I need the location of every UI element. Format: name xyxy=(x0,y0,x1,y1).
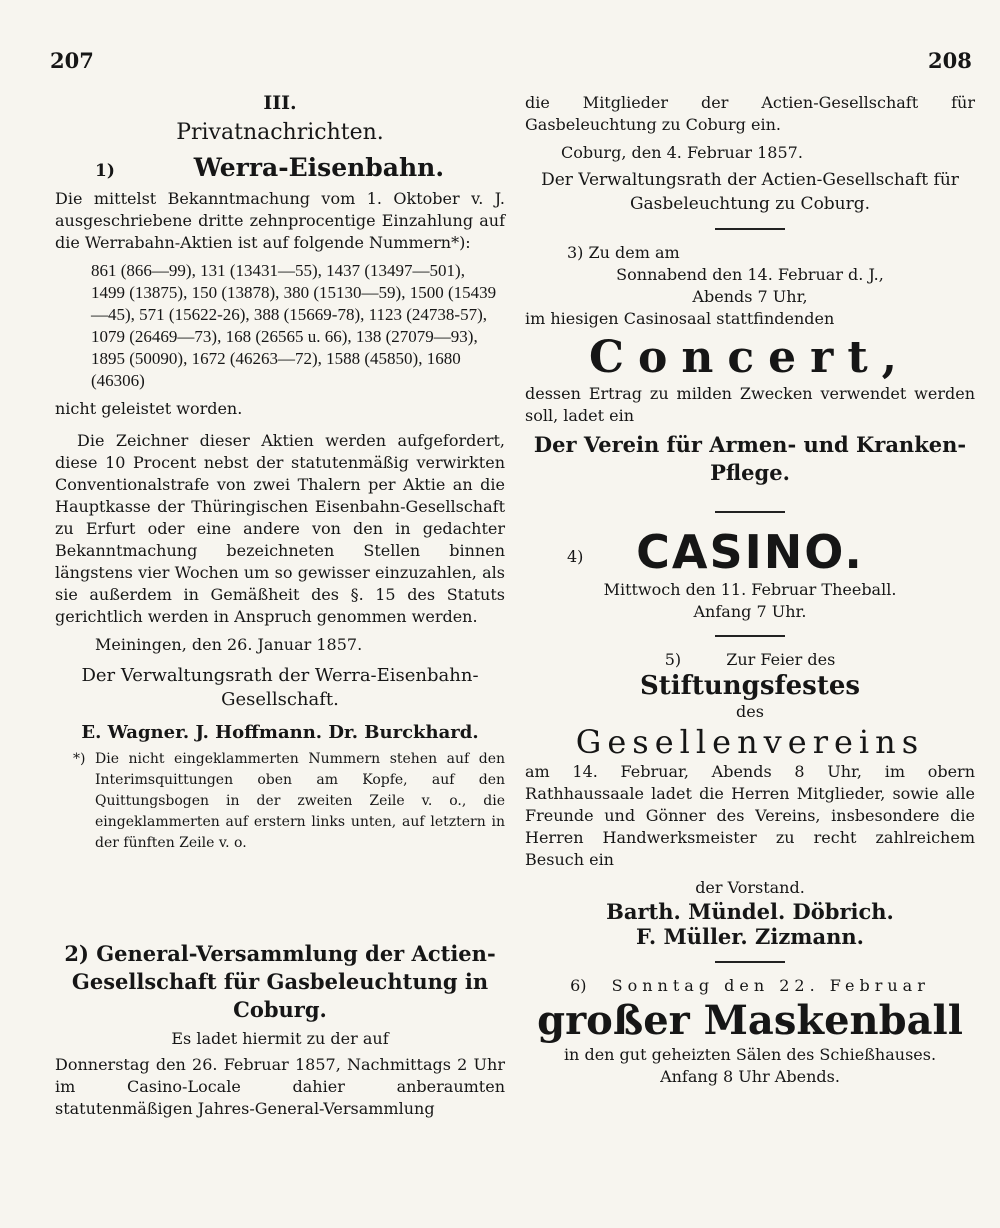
item1-signatory: Der Verwaltungsrath der Werra-Eisenbahn-Gesellschaft. xyxy=(81,665,479,710)
page-number-left: 207 xyxy=(50,48,94,73)
item3-number: 3) xyxy=(567,243,584,262)
item4-line2: Anfang 7 Uhr. xyxy=(693,602,807,621)
item5-des: des xyxy=(736,702,764,721)
item5-number: 5) xyxy=(664,650,682,669)
item5-text: am 14. Februar, Abends 8 Uhr, im obern Rathhaussaale ladet die Herren Mitglieder, sowie alle Freunde und Gönner des Vereins, insbesondere die Herren Handwerksmeister zu recht zahlreichem Besuch ein xyxy=(525,762,975,869)
item1-paragraph: Die Zeichner dieser Aktien werden aufgefordert, diese 10 Procent nebst der statutenmäßig verwirkten Conventionalstrafe von zwei Thalern per Aktie an die Hauptkasse der Thüringischen Eisenbahn-Gesellschaft zu Erfurt oder eine andere von den in gedachter Bekanntmachung bezeichneten Stellen binnen längstens vier Wochen um so gewisser einzuzahlen, als sie außerdem in Gemäßheit des §. 15 des Statuts gerichtlich werden in Anspruch genommen werden. xyxy=(55,431,505,626)
item4-title-row xyxy=(525,525,975,579)
item3-organizer: Der Verein für Armen- und Kranken-Pflege. xyxy=(533,432,967,485)
item6-line1: Sonntag den 22. Februar xyxy=(611,976,930,995)
item3-first-line xyxy=(525,242,975,264)
item6-first-line xyxy=(525,975,975,997)
item2-number: 2) xyxy=(64,941,89,966)
item1-heading: Werra-Eisenbahn. xyxy=(193,153,445,182)
divider xyxy=(715,228,785,230)
item1-number: 1) xyxy=(95,161,115,181)
item3-block xyxy=(525,242,975,487)
item2-invite: Es ladet hiermit zu der auf xyxy=(171,1029,389,1048)
divider xyxy=(715,961,785,963)
item6-line2: in den gut geheizten Sälen des Schießhauses. xyxy=(563,1045,937,1064)
divider xyxy=(715,635,785,637)
item5-names1: Barth. Mündel. Döbrich. xyxy=(606,899,894,924)
item5-vorstand: der Vorstand. xyxy=(695,878,805,897)
item5-gesellenverein: Gesellenvereins xyxy=(575,723,925,761)
item5-block xyxy=(525,649,975,949)
item1-not-paid: nicht geleistet worden. xyxy=(55,399,243,418)
item1-footnote: *) Die nicht eingeklammerten Nummern stehen auf den Interimsquittungen oben am Kopfe, auf den Quittungsbogen in der zweiten Zeile v. o., die eingeklammerten auf erstern links unten, auf letztern in der fünften Zeile v. o. xyxy=(73,751,505,851)
item6-line3: Anfang 8 Uhr Abends. xyxy=(660,1067,840,1086)
item5-first-line xyxy=(525,649,975,671)
item4-casino: CASINO. xyxy=(636,525,864,579)
item2-heading: General-Versammlung der Actien-Gesellschaft für Gasbeleuchtung in Coburg. xyxy=(71,941,496,1022)
item6-block xyxy=(525,975,975,1088)
item2-block xyxy=(55,940,505,1120)
item5-names2: F. Müller. Zizmann. xyxy=(636,924,864,949)
item3-concert: Concert, xyxy=(589,332,911,383)
item2-heading-row xyxy=(55,940,505,1024)
item3-line1: Zu dem am xyxy=(588,243,680,262)
page-number-right: 208 xyxy=(928,48,972,73)
item1-heading-row xyxy=(55,153,505,182)
item5-stiftungsfest: Stiftungsfestes xyxy=(639,671,861,701)
item4-line1: Mittwoch den 11. Februar Theeball. xyxy=(603,580,897,599)
item3-line2: Sonnabend den 14. Februar d. J., xyxy=(616,265,884,284)
section-number: III. xyxy=(263,92,297,114)
gas-place-date: Coburg, den 4. Februar 1857. xyxy=(561,143,803,162)
item4-block xyxy=(525,525,975,623)
item6-maskenball: großer Maskenball xyxy=(537,997,963,1044)
item2-text: Donnerstag den 26. Februar 1857, Nachmittags 2 Uhr im Casino-Locale dahier anberaumten statutenmäßigen Jahres-General-Versammlung xyxy=(55,1055,505,1118)
divider xyxy=(715,511,785,513)
item6-number: 6) xyxy=(570,976,587,995)
item3-line3: Abends 7 Uhr, xyxy=(692,287,808,306)
gas-continuation: die Mitglieder der Actien-Gesellschaft für Gasbeleuchtung zu Coburg ein. xyxy=(525,93,975,134)
item1-place-date: Meiningen, den 26. Januar 1857. xyxy=(95,635,363,654)
section-title: Privatnachrichten. xyxy=(176,120,384,145)
item1-intro: Die mittelst Bekanntmachung vom 1. Oktober v. J. ausgeschriebene dritte zehnprocentige Einzahlung auf die Werrabahn-Aktien ist auf folgende Nummern*): xyxy=(55,189,505,252)
item4-number: 4) xyxy=(567,547,584,566)
item3-line5: dessen Ertrag zu milden Zwecken verwendet werden soll, ladet ein xyxy=(525,384,975,425)
left-column xyxy=(55,92,505,1120)
gas-signatory: Der Verwaltungsrath der Actien-Gesellschaft für Gasbeleuchtung zu Coburg. xyxy=(541,170,959,214)
right-column xyxy=(525,92,975,1088)
item1-share-numbers: 861 (866—99), 131 (13431—55), 1437 (13497—501), 1499 (13875), 150 (13878), 380 (15130—59), 1500 (15439—45), 571 (15622-26), 388 (15669-78), 1123 (24738-57), 1079 (26469—73), 168 (26565 u. 66), 138 (27079—93), 1895 (50090), 1672 (46263—72), 1588 (45850), 1680 (46306) xyxy=(91,261,497,390)
item5-line1: Zur Feier des xyxy=(726,650,836,669)
item3-line4: im hiesigen Casinosaal stattfindenden xyxy=(525,309,835,328)
item1-names: E. Wagner. J. Hoffmann. Dr. Burckhard. xyxy=(81,722,479,743)
